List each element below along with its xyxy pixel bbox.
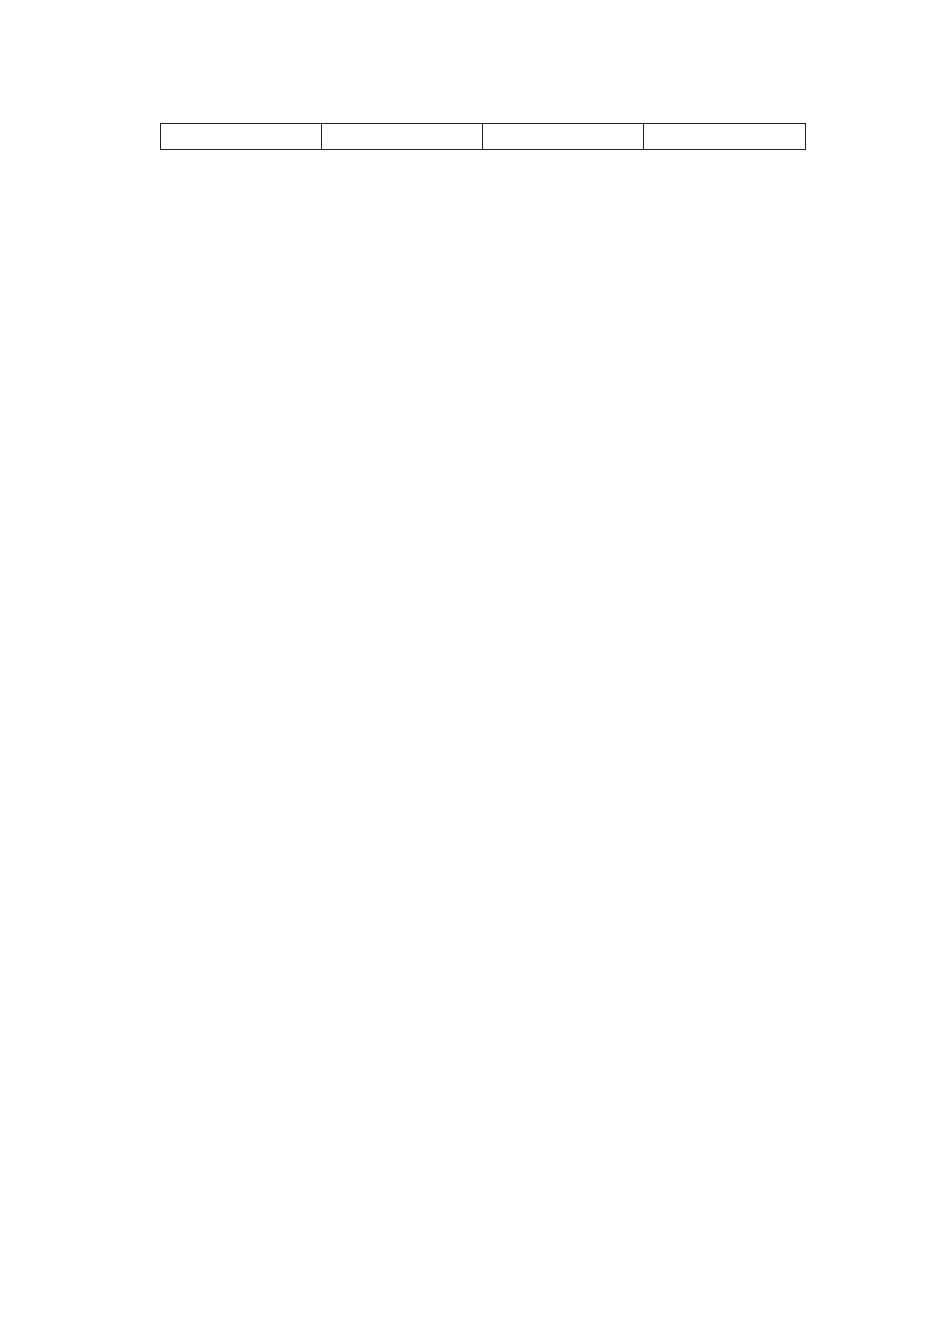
header-code [322,124,483,150]
header-code [644,124,806,150]
document-page [145,122,810,188]
table-header-row [161,124,806,150]
report-number-table [160,123,806,150]
header-item-name [483,124,644,150]
header-item-name [161,124,322,150]
